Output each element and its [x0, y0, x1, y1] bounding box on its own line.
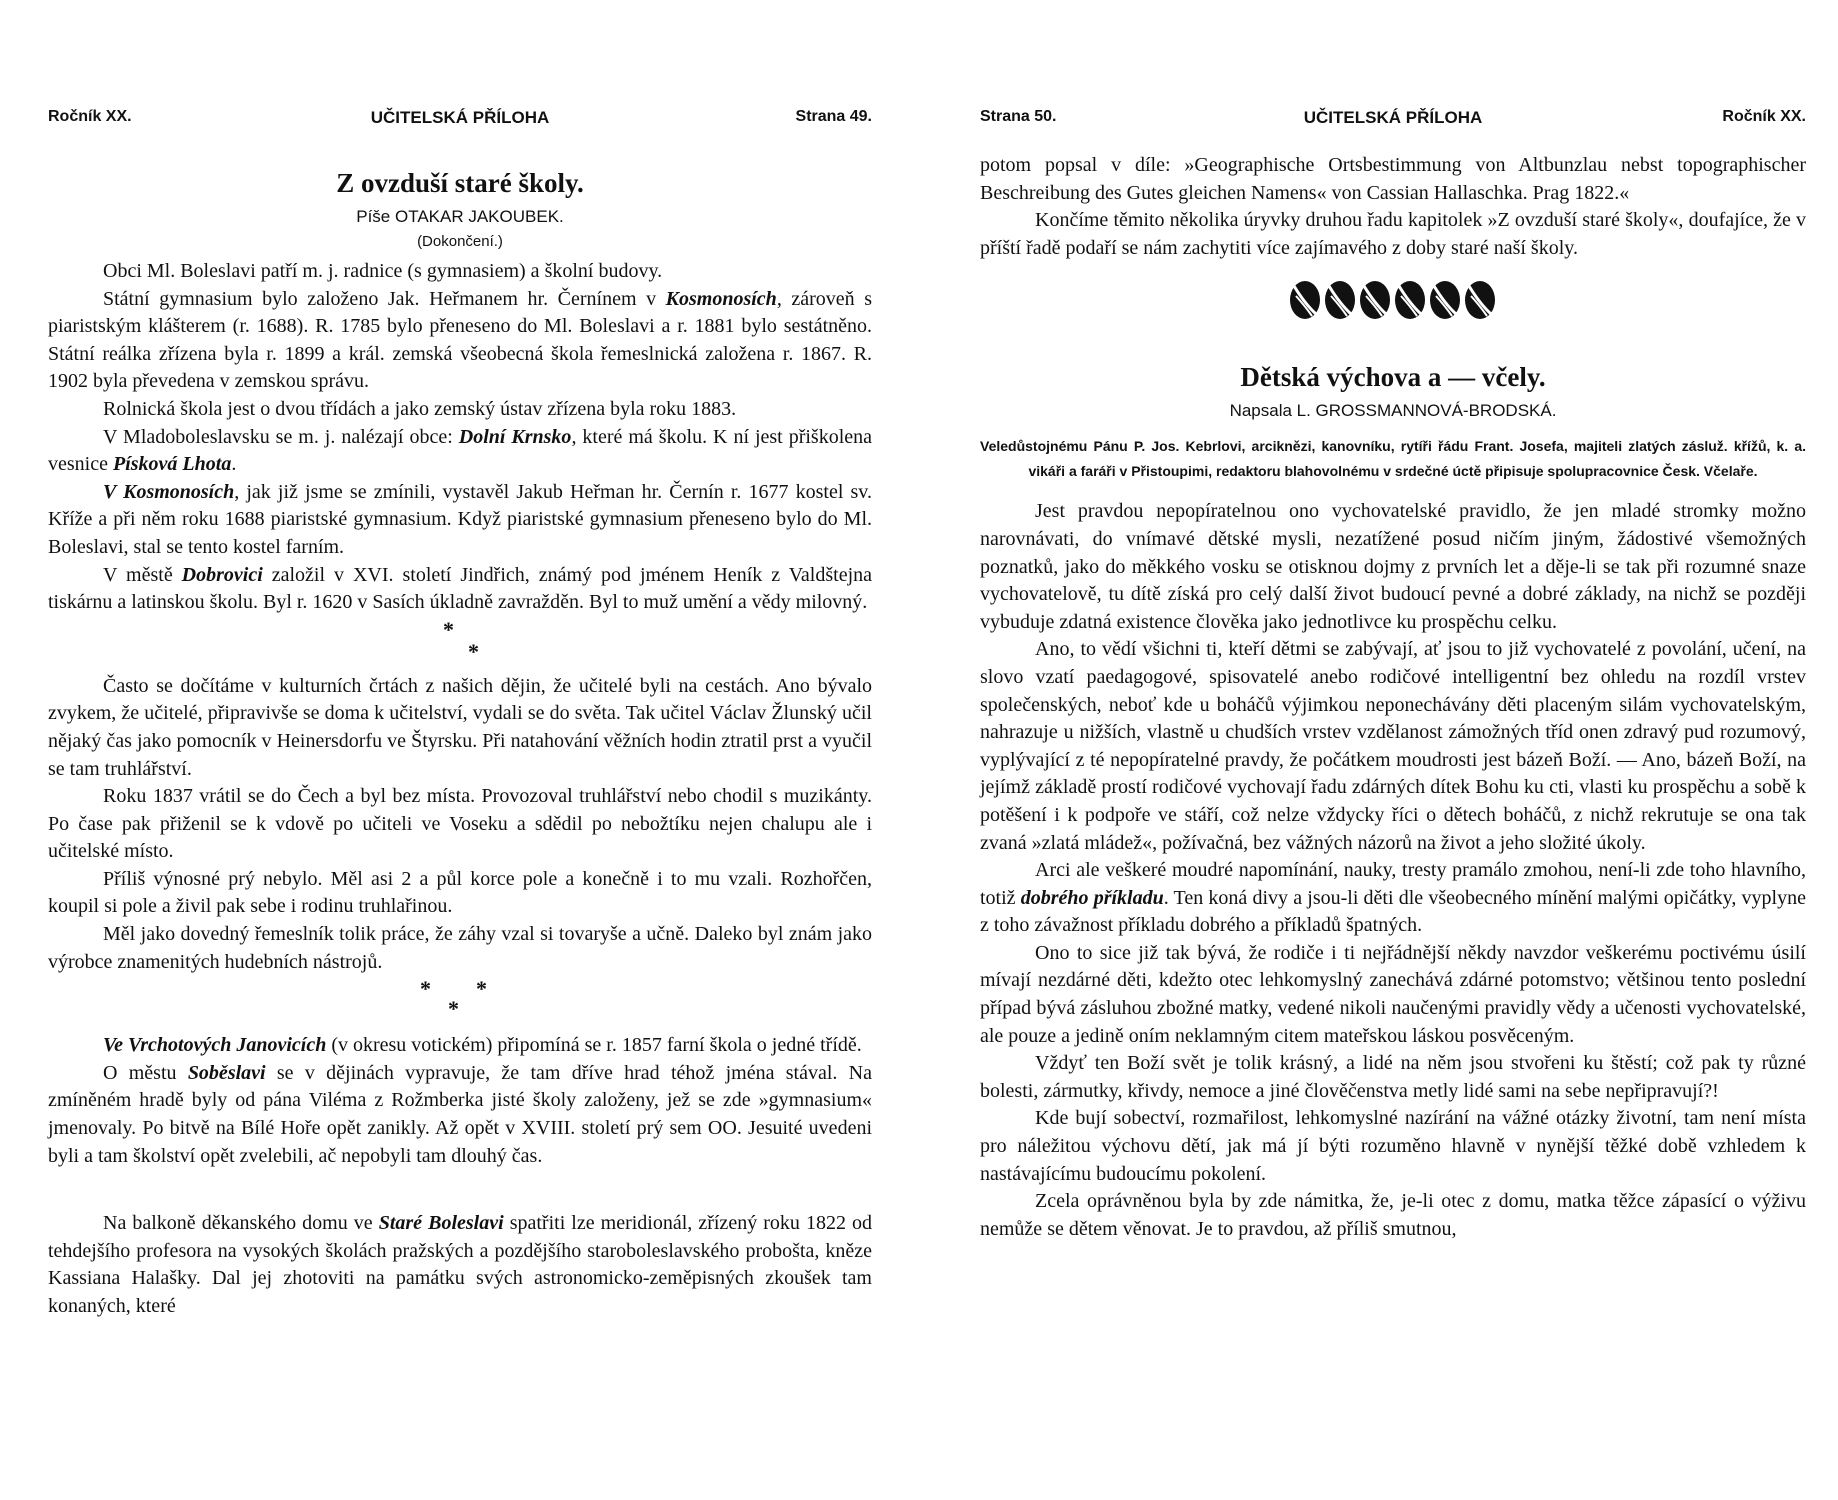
- left-page-body: [48, 162, 872, 1321]
- right-page-header: [980, 108, 1806, 136]
- paragraph: Příliš výnosné prý nebylo. Měl asi 2 a půl korce pole a konečně i to mu vzali. Rozhořčen, koupil si pole a živil pak sebe i rodinu truhlařinou.: [48, 867, 872, 918]
- right-page: [980, 0, 1806, 1500]
- section-separator: * * *: [420, 976, 487, 1022]
- paragraph: Ono to sice již tak bývá, že rodiče i ti nejřádnější někdy navzdor veškerému poctivému úsilí mívají nezdárné děti, kdežto otec lehkomyslný zanechává zdárné potomstvo; většinou tento poslední případ bývá zásluhou zbožné matky, vedené nikoli naučenými pravidly vědy a učenosti vychovatelské, ale pouze a jedině oním neklamným citem mateřskou láskou posvěceným.: [980, 941, 1806, 1047]
- paragraph: Měl jako dovedný řemeslník tolik práce, že záhy vzal si tovaryše a učně. Daleko byl znám jako výrobce znamenitých hudebních nástrojů.: [48, 923, 872, 973]
- running-title: UČITELSKÁ PŘÍLOHA: [1303, 108, 1483, 127]
- right-page-body: [980, 152, 1806, 1243]
- article-byline: Napsala L. GROSSMANNOVÁ-BRODSKÁ.: [1229, 401, 1557, 421]
- paragraph: Kde bují sobectví, rozmařilost, lehkomyslné nazírání na vážné otázky životní, tam není místa pro náležitou výchovu dětí, jak má jí býti rozuměno hlavně v nynější těžké době vzhledem k nastávajícímu budoucímu pokolení.: [980, 1107, 1806, 1185]
- paragraph: Ano, to vědí všichni ti, kteří dětmi se zabývají, ať jsou to již vychovatelé z povolání, učení, na slovo vzatí paedagogové, spisovatelé anebo rodičové intelligentní bez ohledu na rozdíl vrstev společenských, neboť kde u boháčů výjimkou neponechávány děti placeným silám vychovatelským, nahrazuje u nižších, vlastně u chudších vrstev vzdělanost zámožných tříd onen zdravý pud rozumový, vyplývající z té nepopíratelné pravdy, že počátkem moudrosti jest bázeň Boží. — Ano, bázeň Boží, na jejímž základě prostí rodičové vychovají řadu zdárných dítek Bohu ku cti, vlasti ku prospěchu a sobě k potěšení i k podpoře ve stáří, což nelze vždycky říci o dětech boháčů, z nichž rekrutuje se ona tak zvaná »zlatá mládež«, požívačná, bez vážných názorů na život a jeho složité úkoly.: [980, 638, 1806, 854]
- paragraph: O městu Soběslavi se v dějinách vypravuje, že tam dříve hrad téhož jména stával. Na zmíněném hradě byly od pána Viléma z Rožmberka jisté školy založeny, jež se zde »gymnasium« jmenovaly. Po bitvě na Bílé Hoře opět zanikly. Až opět v XVIII. století prý sem OO. Jesuité uvedeni byli a tam školství opět zvelebili, ač nepobyli tam dlouhý čas.: [48, 1061, 873, 1167]
- article-title: Dětská výchova a — včely.: [1240, 362, 1546, 393]
- volume-label: Ročník XX.: [48, 108, 132, 125]
- acorn-leaf-ornament-icon: [980, 276, 1806, 340]
- left-page: [48, 0, 872, 1500]
- paragraph: Ve Vrchotových Janovicích (v okresu votickém) připomíná se r. 1857 farní škola o jedné třídě.: [103, 1034, 862, 1057]
- paragraph: Státní gymnasium bylo založeno Jak. Heřmanem hr. Černínem v Kosmonosích, zároveň s piaristským klášterem (r. 1688). R. 1785 bylo přeneseno do Ml. Boleslavi a r. 1881 bylo sestátněno. Státní reálka zřízena byla r. 1899 a král. zemská všeobecná škola řemeslnická založena r. 1867. R. 1902 byla převedena v zemskou správu.: [48, 287, 873, 393]
- running-title: UČITELSKÁ PŘÍLOHA: [370, 108, 550, 127]
- left-page-header: [48, 108, 872, 136]
- article-title: Z ovzduší staré školy.: [336, 168, 584, 198]
- paragraph: Arci ale veškeré moudré napomínání, nauky, tresty pramálo zmohou, není-li zde toho hlavního, totiž dobrého příkladu. Ten koná divy a jsou-li děti dle všeobecného mínění malými opičátky, vyplyne z toho závažnost příkladu dobrého a příkladů špatných.: [980, 859, 1806, 937]
- paragraph: V Kosmonosích, jak již jsme se zmínili, vystavěl Jakub Heřman hr. Černín r. 1677 kostel sv. Kříže a při něm roku 1688 piaristské gymnasium. Když piaristské gymnasium přeneseno bylo do Ml. Boleslavi, stal se tento kostel farním.: [48, 480, 873, 558]
- paragraph: Obci Ml. Boleslavi patří m. j. radnice (s gymnasiem) a školní budovy.: [103, 260, 663, 282]
- paragraph: Zcela oprávněnou byla by zde námitka, že, je-li otec z domu, matka těžce zápasící o výživu nemůže se dětem věnovat. Je to pravdou, až příliš smutnou,: [980, 1190, 1806, 1240]
- paragraph: Jest pravdou nepopíratelnou ono vychovatelské pravidlo, že jen mladé stromky možno narovnávati, do vnímavé dětské mysli, nezatížené posud ničím jiným, žádostivé všemožných poznatků, jako do měkkého vosku se otisknou dojmy z prvních let a děje-li se tak při rozumné snaze vychovatelově, tu dítě získá pro celý další život budoucí pevné a dobré základy, na nichž se později vybuduje zdatná existence člověka jako jednotlivce ku prospěchu celku.: [980, 500, 1806, 633]
- paragraph: Na balkoně děkanského domu ve Staré Boleslavi spatřiti lze meridionál, zřízený roku 1822 od tehdejšího profesora na vysokých školách pražských a pozdějšího staroboleslavského probošta, kněze Kassiana Halašky. Dal jej zhotoviti na památku svých astronomicko-zeměpisných zkoušek tam konaných, které: [48, 1212, 872, 1317]
- page-number: Strana 50.: [980, 108, 1057, 125]
- article-byline: Píše OTAKAR JAKOUBEK.: [356, 207, 564, 226]
- paragraph: V městě Dobrovici založil v XVI. století Jindřich, známý pod jménem Heník z Valdštejna tiskárnu a latinskou školu. Byl r. 1620 v Sasích úkladně zavražděn. Byl to muž umění a vědy milovný.: [48, 563, 873, 614]
- page-number: Strana 49.: [795, 108, 872, 125]
- paragraph: V Mladoboleslavsku se m. j. nalézají obce: Dolní Krnsko, které má školu. K ní jest přiškolena vesnice Písková Lhota.: [48, 425, 873, 476]
- section-separator: * *: [443, 616, 479, 664]
- paragraph: Vždyť ten Boží svět je tolik krásný, a lidé na něm jsou stvořeni ku štěstí; což pak ty různé bolesti, zármutky, křivdy, nemoce a jiné člověčenstva metly lidé sami na sebe nepřipravují?!: [980, 1052, 1806, 1102]
- paragraph: Rolnická škola jest o dvou třídách a jako zemský ústav zřízena byla roku 1883.: [103, 397, 737, 420]
- paragraph: Končíme těmito několika úryvky druhou řadu kapitolek »Z ovzduší staré školy«, doufajíce, že v příští řadě podaří se nám zachytiti více zajímavého z doby staré naší školy.: [980, 209, 1806, 259]
- article-continuation-note: (Dokončení.): [417, 233, 503, 250]
- article-dedication: Veledůstojnému Pánu P. Jos. Kebrlovi, arciknězi, kanovníku, rytíři řádu Frant. Josefa, majiteli zlatých zásluž. křížů, k. a. vikáři a faráři v Přistoupimi, redaktoru blahovolnému v srdečné úctě připisuje spolupracovnice Česk. Včelaře.: [980, 438, 1806, 480]
- volume-label: Ročník XX.: [1722, 108, 1806, 125]
- paragraph: Často se dočítáme v kulturních črtách z našich dějin, že učitelé byli na cestách. Ano bývalo zvykem, že učitelé, připravivše se doma k učitelství, vydali se do světa. Tak učitel Václav Žlunský učil nějaký čas jako pomocník v Heinersdorfu ve Štyrsku. Při natahování věžních hodin ztratil prst a vyučil se tam truhlářství.: [48, 674, 872, 780]
- paragraph: potom popsal v díle: »Geographische Ortsbestimmung von Altbunzlau nebst topographischer Beschreibung des Gutes gleichen Namens« von Cassian Hallaschka. Prag 1822.«: [980, 154, 1806, 204]
- paragraph: Roku 1837 vrátil se do Čech a byl bez místa. Provozoval truhlářství nebo chodil s muzikánty. Po čase pak přiženil se k vdově po učiteli ve Voseku a sdědil po nebožtíku nejen chalupu ale i učitelské místo.: [48, 785, 872, 863]
